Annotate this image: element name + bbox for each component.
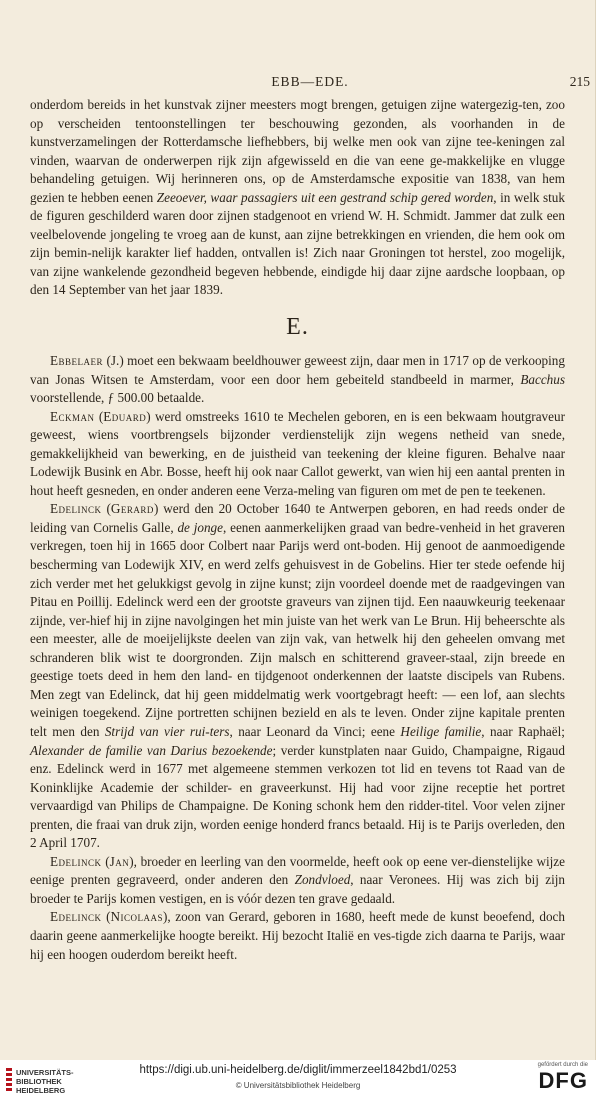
entry-name: Edelinck [50, 501, 102, 517]
page-body [30, 96, 565, 964]
text-run: werd omstreeks 1610 te Mechelen geboren, en is een bekwaam houtgraveur geweest, wiens voortbrengsels bijzonder verdienstelijk zijn wegens netheid van snede, gemakkelijkheid van bewerking, en de juistheid van teekening der kleine figuren. Behalve naar Lodewijk Busink en Abr. Bosse, heeft hij ook naar Callot gewerkt, van wien hij een aantal prenten in hout heeft gesneden, en onder anderen eene Verza-meling van figuren om met de pen te teekenen. [30, 408, 565, 498]
dfg-logo[interactable] [518, 1062, 588, 1098]
entry-name: Edelinck [50, 853, 102, 869]
text-run: , in welk stuk de figuren geschilderd waren door zijnen stadgenoot en vriend W. H. Schmidt. Jammer dat zulk een veelbelovende jongeling te vroeg aan de kunst, aan zijne betrekkingen en vrienden, die hem ook om zijn bemin-nelijk karakter lief hadden, ontvallen is! Zich naar Groningen tot herstel, zoo mogelijk, van zijne wankelende gezondheid begeven hebbende, eindigde hij daar zijne aardsche loopbaan, op den 14 September van het jaar 1839. [30, 189, 565, 298]
paragraph-continuation [30, 96, 565, 300]
italic-text: de jonge [177, 519, 223, 535]
viewer-footer [0, 1060, 596, 1100]
entry-edelinck-jan: Edelinck (Jan), broeder en leerling van den voormelde, heeft ook op eene ver-dienstelijke wijze eenige prenten gegraveerd, onder anderen den Zondvloed, naar Veronees. Hij was zich bij zijn broeder te Parijs komen vestigen, en is vóór dezen ten grave gedaald. [30, 853, 566, 906]
logo-line: BIBLIOTHEK [16, 1077, 62, 1086]
entry-given-name: Nicolaas [110, 909, 163, 925]
text-run: voorstellende, ƒ 500.00 betaalde. [30, 390, 205, 406]
italic-title: Zeeoever, waar passagiers uit een gestrand schip gered worden [156, 189, 494, 205]
section-letter: E. [286, 314, 309, 341]
text-run: , naar Leonard da Vinci; eene [229, 723, 401, 739]
italic-title: Heilige familie [400, 723, 482, 739]
dfg-wordmark: DFG [538, 1068, 588, 1093]
italic-title: Zondvloed [294, 872, 351, 888]
entry-name: Edelinck [50, 909, 102, 925]
logo-line: HEIDELBERG [16, 1086, 66, 1095]
text-run: ; verder kunstplaten naar Guido, Champaigne, Rigaud enz. Edelinck werd in 1677 met algemeene stemmen verkozen tot lid en tevens tot Raad van de Koninklijke Academie der schilder- en graveerkunst. Hij had voor zijne receptie het portret vervaardigd van Philips de Champaigne. De Koning schonk hem den ridder-titel. Voor velen zijner prenten, die fraai van druk zijn, worden eenige honderd francs betaald. Hij is te Parijs overleden, den 2 April 1707. [30, 742, 565, 851]
entry-name: Eckman [50, 408, 95, 424]
text-run: , zoon van Gerard, geboren in 1680, heeft mede de kunst beoefend, doch daarin geene aanmerkelijke hoogte bereikt. Hij bezocht Italië en ves-tigde zich daarna te Parijs, waar hij een hoogen ouderdom bereikt heeft. [30, 909, 565, 962]
entry-name: Ebbelaer [50, 353, 104, 369]
permalink-url[interactable]: https://digi.ub.uni-heidelberg.de/diglit/immerzeel1842bd1/0253 [139, 1064, 457, 1076]
entry-given-name: Gerard [110, 501, 154, 517]
text-run: (J.) moet een bekwaam beeldhouwer geweest zijn, daar men in 1717 op de verkooping van Jonas Witsen te Amsterdam, voor een door hem gebeiteld standbeeld in marmer, [30, 353, 565, 387]
entry-ebbelaer [30, 352, 565, 408]
text-run: werd den 20 October 1640 te Antwerpen geboren, en had reeds onder de leiding van Cornelis Galle, [30, 501, 565, 535]
text-run: , eenen aanmerkelijken graad van bedre-venheid in het graveren verkregen, toen hij in 1665 door Colbert naar Parijs werd ont-boden. Hij genoot de aanmoedigende bescherming van Lodewijk XIV, en werd zelfs gehuisvest in de Gobelins. Hier ter stede oefende hij zich verder met het gelukkigst gevolg in zijne kunst; zijn voordeel doende met de raadgevingen van Pitau en Poillij. Edelinck werd een der grootste graveurs van zijnen tijd. Een naauwkeurig teekenaar zijnde, ver-hief hij in zijne navolgingen het min juiste van het werk van Le Brun. Hij beheerschte als een meester, alle de moeijelijkste deelen van zijn vak, van hetwelk hij den geheelen omvang met schranderen blik wist te doorgronden. Zijn malsch en schitterend graveer-staal, zijn breede en geestige toets deed in hem den land- en tijdgenoot onderkennen der laatste discipels van Rubens. Men zegt van Edelinck, dat hij geen middelmatig werk voortgebragt heeft: — een lof, aan slechts weinigen toegekend. Zijne portretten schijnen bezield en als te leven. Onder zijne kapitale prenten telt men den [30, 519, 566, 739]
italic-title: Strijd van vier rui-ters [104, 723, 230, 739]
logo-line: UNIVERSITÄTS- [16, 1068, 74, 1077]
text-run: , naar Veronees. Hij was zich bij zijn broeder te Parijs komen vestigen, en is vóór dezen ten grave gedaald. [30, 872, 566, 906]
entry-edelinck-gerard: Edelinck (Gerard) werd den 20 October 1640 te Antwerpen geboren, en had reeds onder de leiding van Cornelis Galle, de jonge, eenen aanmerkelijken graad van bedre-venheid in het graveren verkregen, toen hij in 1665 door Colbert naar Parijs werd ont-boden. Hij genoot de aanmoedigende bescherming van Lodewijk XIV, en werd zelfs gehuisvest in de Gobelins. Hier ter stede oefende hij zich verder met het gelukkigst gevolg in zijne kunst; zijn voordeel doende met de raadgevingen van Pitau en Poillij. Edelinck werd een der grootste graveurs van zijnen tijd. Een naauwkeurig teekenaar zijnde, ver-hief hij in zijne navolgingen het min juiste van het werk van Le Brun. Hij beheerschte als een meester, alle de moeijelijkste deelen van zijn vak, van hetwelk hij den geheelen omvang met schranderen blik wist te doorgronden. Zijn malsch en schitterend graveer-staal, zijn breede en geestige toets deed in hem den land- en tijdgenoot onderkennen der laatste discipels van Rubens. Men zegt van Edelinck, dat hij geen middelmatig werk voortgebragt heeft: — een lof, aan slechts weinigen toegekend. Zijne portretten schijnen bezield en als te leven. Onder zijne kapitale prenten telt men den Strijd van vier rui-ters, naar Leonard da Vinci; eene Heilige familie, naar Raphaël; Alexander de familie van Darius bezoekende; verder kunstplaten naar Guido, Champaigne, Rigaud enz. Edelinck werd in 1677 met algemeene stemmen verkozen tot lid en tevens tot Raad van de Koninklijke Academie der schilder- en graveerkunst. Hij had voor zijne receptie het portret vervaardigd van Philips de Champaigne. De Koning schonk hem den ridder-titel. Voor velen zijner prenten, die fraai van druk zijn, worden eenige honderd francs betaald. Hij is te Parijs overleden, den 2 April 1707. [30, 501, 566, 851]
running-title: EBB—EDE. [271, 74, 349, 89]
entry-edelinck-nicolaas: Edelinck (Nicolaas), zoon van Gerard, geboren in 1680, heeft mede de kunst beoefend, doch daarin geene aanmerkelijke hoogte bereikt. Hij bezocht Italië en ves-tigde zich daarna te Parijs, waar hij een hoogen ouderdom bereikt heeft. [30, 909, 565, 962]
text-run: onderdom bereids in het kunstvak zijner meesters mogt brengen, getuigen zijne watergezig-ten, zoo op verscheiden tentoonstellingen ter beschouwing gezonden, als voorhanden in de kunstverzamelingen der Rotterdamsche liefhebbers, bij welke men ook van zijne tee-keningen zal vinden, waarvan de onderwerpen rijk zijn afgewisseld en die van eene ge-makkelijke en vlugge behandeling getuigen. Wij herinneren ons, op de Amsterdamsche expositie van 1838, van hem gezien te hebben eenen [30, 97, 565, 205]
text-run: , broeder en leerling van den voormelde, heeft ook op eene ver-dienstelijke wijze eenige prenten gegraveerd, onder anderen den [30, 853, 565, 888]
entry-given-name: Eduard [103, 408, 147, 424]
page-number: 215 [569, 74, 590, 89]
dfg-caption: gefördert durch die [537, 1062, 588, 1068]
italic-title: Alexander de familie van Darius bezoekende [30, 742, 273, 758]
running-header [30, 74, 590, 92]
entry-given-name: Jan [109, 853, 130, 869]
text-run: , naar Raphaël; [481, 723, 565, 739]
entry-eckman: Eckman (Eduard) werd omstreeks 1610 te Mechelen geboren, en is een bekwaam houtgraveur geweest, wiens voortbrengsels bijzonder verdienstelijk zijn wegens netheid van snede, gemakkelijkheid van bewerking, en de juistheid van teekening der kleine figuren. Behalve naar Lodewijk Busink en Abr. Bosse, heeft hij ook naar Callot gewerkt, van wien hij een aantal prenten in hout heeft gesneden, en onder anderen eene Verza-meling van figuren om met de pen te teekenen. [30, 408, 565, 498]
copyright-notice: © Universitätsbibliothek Heidelberg [235, 1081, 361, 1090]
italic-title: Bacchus [520, 371, 565, 387]
